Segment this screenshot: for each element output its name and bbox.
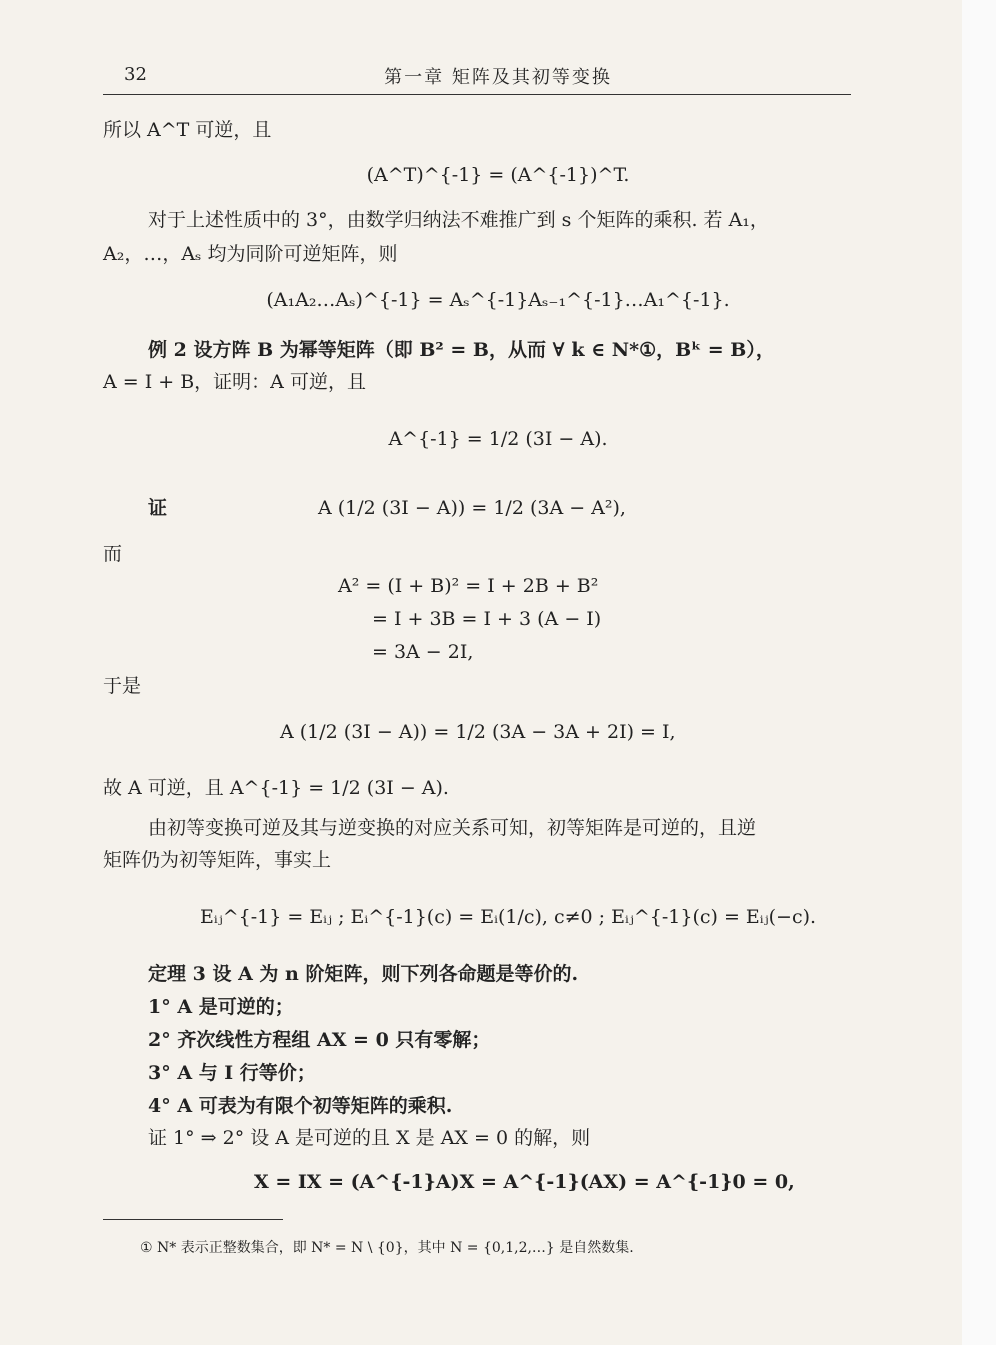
text-line: 而 [103,543,123,565]
equation: A² = (I + B)² = I + 2B + B² [338,575,599,597]
theorem-heading: 定理 3 设 A 为 n 阶矩阵，则下列各命题是等价的. [148,963,579,985]
footnote-rule [103,1219,283,1220]
text-line: A = I + B，证明：A 可逆，且 [103,371,366,393]
example-heading: 例 2 设方阵 B 为幂等矩阵（即 B² = B，从而 ∀ k ∈ N*①，Bᵏ = B）， [148,339,775,361]
proof-label: 证 [148,497,168,519]
text-line: A₂，…，Aₛ 均为同阶可逆矩阵，则 [103,243,398,265]
text-line: 由初等变换可逆及其与逆变换的对应关系可知，初等矩阵是可逆的，且逆 [148,817,757,839]
theorem-item: 3° A 与 I 行等价； [148,1062,316,1084]
proof-line: 证 1° ⇒ 2° 设 A 是可逆的且 X 是 AX = 0 的解，则 [148,1127,591,1149]
equation: (A₁A₂…Aₛ)^{-1} = Aₛ^{-1}Aₛ₋₁^{-1}…A₁^{-1}. [266,289,730,311]
theorem-item: 4° A 可表为有限个初等矩阵的乘积. [148,1095,453,1117]
text-line: 对于上述性质中的 3°，由数学归纳法不难推广到 s 个矩阵的乘积. 若 A₁， [148,209,769,231]
footnote: ① N* 表示正整数集合，即 N* = N \ {0}，其中 N = {0,1,2,…} 是自然数集. [140,1240,634,1256]
header-rule [103,94,851,95]
page-number: 32 [124,64,147,85]
equation: Eᵢⱼ^{-1} = Eᵢⱼ ; Eᵢ^{-1}(c) = Eᵢ(1/c), c≠0 ; Eᵢⱼ^{-1}(c) = Eᵢⱼ(−c). [200,906,817,928]
equation: A (1/2 (3I − A)) = 1/2 (3A − A²), [318,497,626,519]
chapter-title: 第一章 矩阵及其初等变换 [384,67,612,88]
theorem-item: 2° 齐次线性方程组 AX = 0 只有零解； [148,1029,491,1051]
page-margin [962,0,996,1345]
theorem-item: 1° A 是可逆的； [148,996,294,1018]
text-line: 矩阵仍为初等矩阵，事实上 [103,849,332,871]
equation: A (1/2 (3I − A)) = 1/2 (3A − 3A + 2I) = I, [280,721,676,743]
equation: A^{-1} = 1/2 (3I − A). [388,428,608,450]
text-line: 于是 [103,675,142,697]
equation: = I + 3B = I + 3 (A − I) [372,608,602,630]
equation: X = IX = (A^{-1}A)X = A^{-1}(AX) = A^{-1}0 = 0, [254,1171,795,1193]
equation: = 3A − 2I, [372,641,474,663]
text-line: 故 A 可逆，且 A^{-1} = 1/2 (3I − A). [103,777,449,799]
text-line: 所以 A^T 可逆，且 [103,119,272,141]
equation: (A^T)^{-1} = (A^{-1})^T. [366,164,630,186]
